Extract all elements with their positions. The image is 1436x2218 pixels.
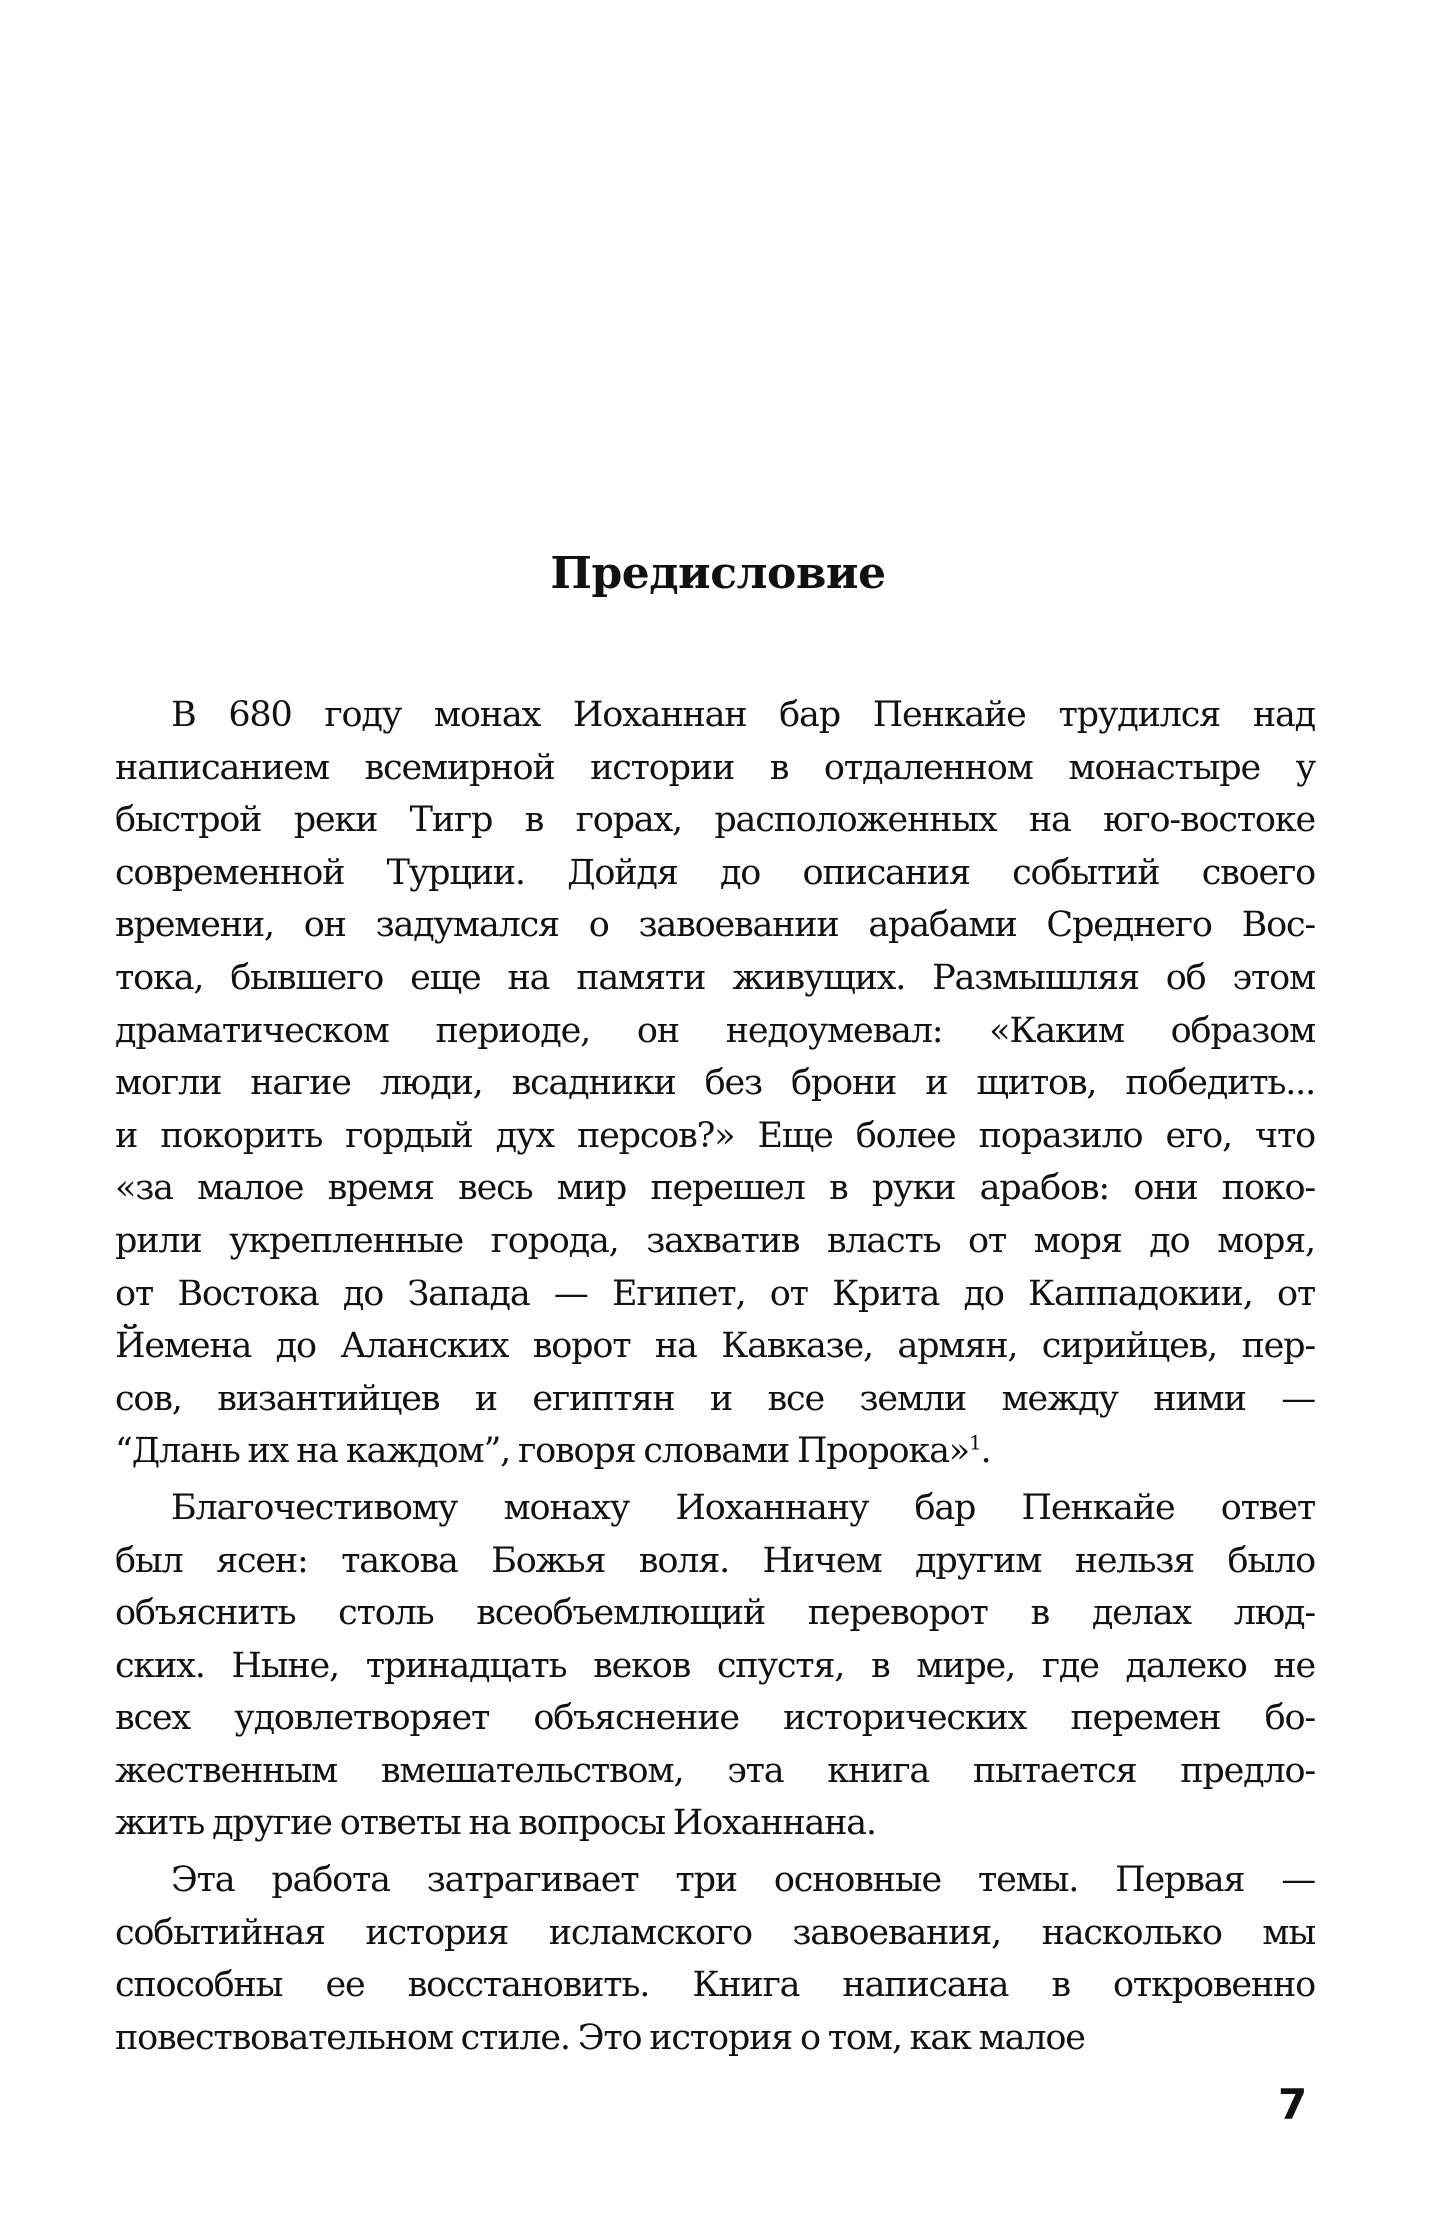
text-line bbox=[115, 1587, 1315, 1640]
text-line bbox=[115, 2012, 1315, 2065]
paragraph bbox=[115, 1482, 1315, 1850]
text-line-content: жить другие ответы на вопросы Иоханнана. bbox=[115, 1803, 876, 1844]
text-line-content: драматическом периоде, он недоумевал: «Каким образом bbox=[115, 1010, 1315, 1051]
text-line bbox=[115, 1268, 1315, 1321]
text-line-content: «за малое время весь мир перешел в руки арабов: они поко- bbox=[115, 1168, 1315, 1209]
text-line bbox=[115, 1535, 1315, 1588]
text-line-content: написанием всемирной истории в отдаленном монастыре у bbox=[115, 747, 1315, 788]
text-line-content: сов, византийцев и египтян и все земли между ними — bbox=[115, 1378, 1315, 1419]
text-line-content: Благочестивому монаху Иоханнану бар Пенкайе ответ bbox=[171, 1487, 1315, 1528]
text-line-content: могли нагие люди, всадники без брони и щитов, победить... bbox=[115, 1063, 1315, 1104]
text-line bbox=[115, 1907, 1315, 1960]
text-line bbox=[115, 1005, 1315, 1058]
page-number: 7 bbox=[1278, 2080, 1308, 2129]
text-line-content: “Длань их на каждом”, говоря словами Пророка»$^1$. bbox=[115, 1430, 991, 1472]
text-line bbox=[115, 742, 1315, 795]
paragraph bbox=[115, 1854, 1315, 2064]
text-line-content: современной Турции. Дойдя до описания событий своего bbox=[115, 852, 1315, 893]
text-line-content: всех удовлетворяет объяснение исторических перемен бо- bbox=[115, 1698, 1315, 1739]
text-line-content: рили укрепленные города, захватив власть от моря до моря, bbox=[115, 1220, 1315, 1261]
text-line bbox=[115, 689, 1315, 742]
footnote-reference[interactable]: 1 bbox=[968, 1430, 981, 1455]
text-line bbox=[115, 1797, 1315, 1850]
text-line-content: способны ее восстановить. Книга написана в откровенно bbox=[115, 1965, 1315, 2006]
text-line-content: Йемена до Аланских ворот на Кавказе, армян, сирийцев, пер- bbox=[115, 1326, 1315, 1367]
text-line-content: был ясен: такова Божья воля. Ничем другим нельзя было bbox=[115, 1540, 1315, 1581]
text-line bbox=[115, 1482, 1315, 1535]
text-line bbox=[115, 1215, 1315, 1268]
text-line bbox=[115, 1162, 1315, 1215]
text-line bbox=[115, 952, 1315, 1005]
text-line-content: времени, он задумался о завоевании арабами Среднего Вос- bbox=[115, 905, 1315, 946]
text-line bbox=[115, 1692, 1315, 1745]
text-line-content: ских. Ныне, тринадцать веков спустя, в мире, где далеко не bbox=[115, 1645, 1315, 1686]
text-line bbox=[115, 1425, 1315, 1478]
page-title: Предисловие bbox=[550, 548, 886, 599]
text-line bbox=[115, 1854, 1315, 1907]
text-line bbox=[115, 1745, 1315, 1798]
paragraph bbox=[115, 689, 1315, 1478]
text-line-content: быстрой реки Тигр в горах, расположенных на юго-востоке bbox=[115, 800, 1315, 841]
text-line-content: повествовательном стиле. Это история о том, как малое bbox=[115, 2017, 1085, 2058]
text-line-content: событийная история исламского завоевания, насколько мы bbox=[115, 1912, 1315, 1953]
text-line-content: и покорить гордый дух персов?» Еще более поразило его, что bbox=[115, 1115, 1315, 1156]
text-line bbox=[115, 899, 1315, 952]
text-line bbox=[115, 1057, 1315, 1110]
text-line bbox=[115, 1640, 1315, 1693]
text-line bbox=[115, 794, 1315, 847]
text-line bbox=[115, 1320, 1315, 1373]
text-line bbox=[115, 1373, 1315, 1426]
text-line-content: тока, бывшего еще на памяти живущих. Размышляя об этом bbox=[115, 957, 1315, 998]
text-line bbox=[115, 847, 1315, 900]
body-text bbox=[115, 689, 1315, 2064]
text-line bbox=[115, 1959, 1315, 2012]
text-line-content: от Востока до Запада — Египет, от Крита до Каппадокии, от bbox=[115, 1273, 1315, 1314]
text-line bbox=[115, 1110, 1315, 1163]
text-line-content: Эта работа затрагивает три основные темы. Первая — bbox=[171, 1860, 1315, 1901]
text-line-content: В 680 году монах Иоханнан бар Пенкайе трудился над bbox=[171, 695, 1315, 735]
text-line-content: жественным вмешательством, эта книга пытается предло- bbox=[115, 1750, 1315, 1791]
text-line-content: объяснить столь всеобъемлющий переворот в делах люд- bbox=[115, 1593, 1315, 1634]
sentence-end: . bbox=[980, 1431, 991, 1472]
